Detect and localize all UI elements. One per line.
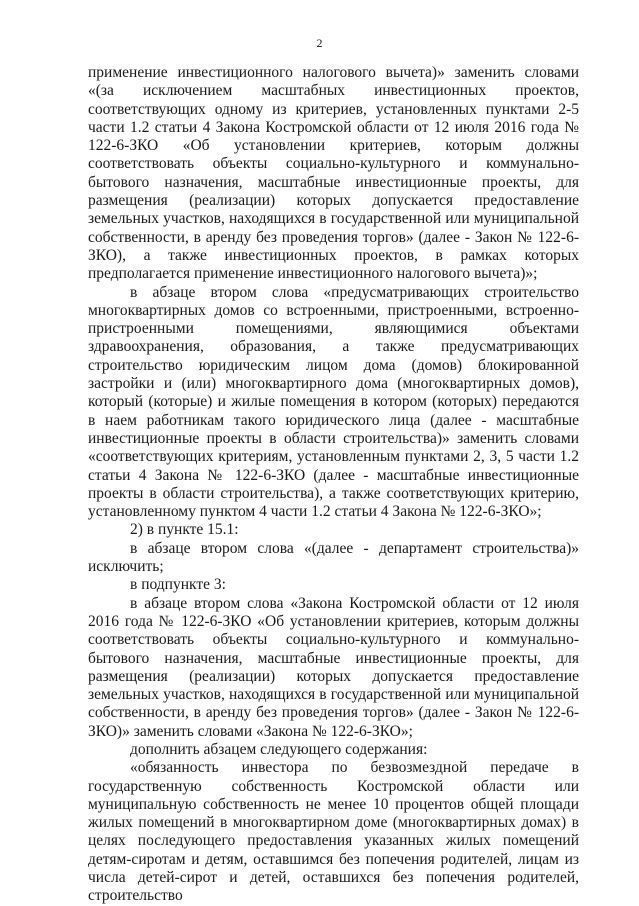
paragraph-obyazannost: «обязанность инвестора по безвозмездной передаче в государственную собственность Костромской области или муниципальную собственность не менее 10 процентов общей площади жилых помещений в многоквартирном доме (многоквартирных домах) в целях последующего предоставления указанных жилых помещений детям-сиротам и детям, оставшимся без попечения родителей, лицам из числа детей-сирот и детей, оставшихся без попечения родителей, строительство — [88, 759, 579, 905]
paragraph-departament: в абзаце втором слова «(далее - департамент строительства)» исключить; — [88, 539, 579, 576]
paragraph-dopolnit: дополнить абзацем следующего содержания: — [130, 740, 428, 758]
document-body — [88, 64, 579, 906]
paragraph-abzac-vtorom: в абзаце втором слова «предусматривающих строительство многоквартирных домов со встроенными, пристроенными, встроенно-пристроенными помещениями, являющимися объектами здравоохранения, образования, а также предусматривающих строительство юридическим лицом дома (домов) блокированной застройки и (или) многоквартирного дома (многоквартирных домов), который (которые) и жилые помещения в котором (которых) передаются в наем работникам такого юридического лица (далее - масштабные инвестиционные проекты в области строительства)» заменить словами «соответствующих критериям, установленным пунктами 2, 3, 5 части 1.2 статьи 4 Закона № 122-6-ЗКО (далее - масштабные инвестиционные проекты в области строительства), а также соответствующих критерию, установленному пунктом 4 части 1.2 статьи 4 Закона № 122-6-ЗКО»; — [88, 283, 579, 521]
paragraph-punkt-15-1: 2) в пункте 15.1: — [130, 521, 239, 539]
paragraph-zakon-reference: в абзаце втором слова «Закона Костромской области от 12 июля 2016 года № 122-6-ЗКО «Об установлении критериев, которым должны соответствовать объекты социально-культурного и коммунально-бытового назначения, масштабные инвестиционные проекты, для размещения (реализации) которых допускается предоставление земельных участков, находящихся в государственной или муниципальной собственности, в аренду без проведения торгов» (далее - Закон № 122-6-ЗКО)» заменить словами «Закона № 122-6-ЗКО»; — [88, 594, 579, 740]
paragraph-continuation: применение инвестиционного налогового вычета)» заменить словами «(за исключением масштабных инвестиционных проектов, соответствующих одному из критериев, установленных пунктами 2-5 части 1.2 статьи 4 Закона Костромской области от 12 июля 2016 года № 122-6-ЗКО «Об установлении критериев, которым должны соответствовать объекты социально-культурного и коммунально-бытового назначения, масштабные инвестиционные проекты, для размещения (реализации) которых допускается предоставление земельных участков, находящихся в государственной или муниципальной собственности, в аренду без проведения торгов» (далее - Закон № 122-6-ЗКО), а также инвестиционных проектов, в рамках которых предполагается применение инвестиционного налогового вычета)»; — [88, 64, 579, 283]
paragraph-podpunkt-3: в подпункте 3: — [130, 576, 226, 594]
page-number: 2 — [316, 36, 323, 50]
